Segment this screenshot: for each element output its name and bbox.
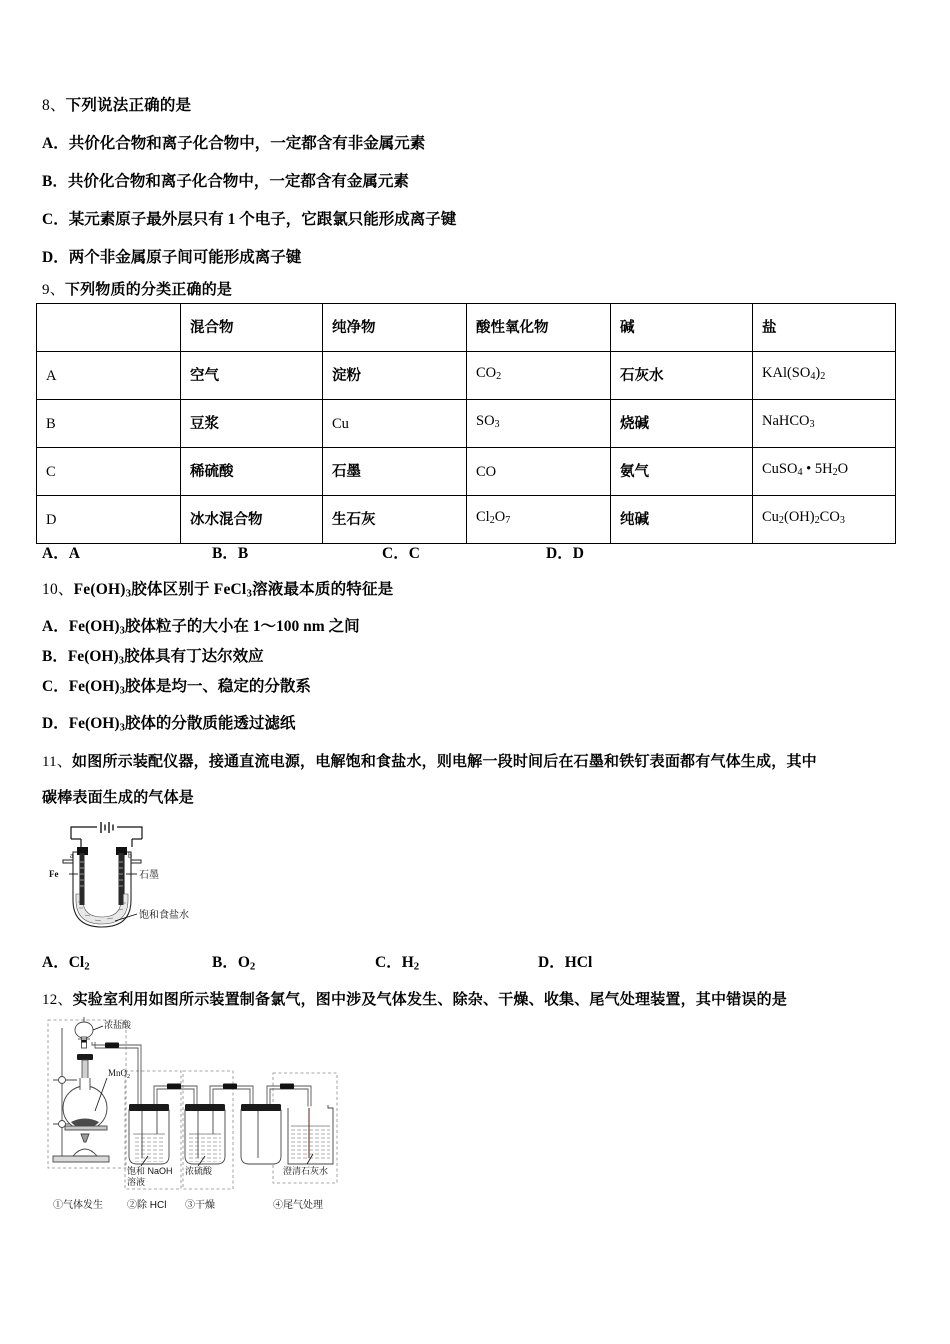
chlorine-apparatus-figure	[45, 1016, 365, 1246]
q8-option-c-label: C．	[42, 211, 69, 228]
cell-b-mixture: 豆浆	[181, 400, 323, 448]
q10-option-b-text: $Fe(OH)_3$胶体具有丁达尔效应	[67, 648, 264, 667]
cell-b-base: 烧碱	[611, 400, 753, 448]
table-row	[37, 400, 896, 448]
cell-b-salt: NaHCO$_3$	[753, 400, 896, 448]
dropping-funnel	[75, 1017, 93, 1048]
label-brine-solution: 饱和食盐水	[139, 910, 189, 921]
label-naoh-line2: 溶液	[127, 1177, 146, 1187]
q8-option-b-text: 共价化合物和离子化合物中，一定都含有金属元素	[67, 173, 409, 190]
caption-remove-hcl: ②除 HCl	[127, 1200, 167, 1211]
cell-b-acidic-oxide: $SO_3$	[467, 400, 611, 448]
q11-option-d-text: HCl	[564, 954, 593, 971]
caption-drying: ③干燥	[185, 1200, 215, 1211]
table-header-row	[37, 304, 896, 352]
caption-gas-generation: ①气体发生	[53, 1200, 103, 1211]
table-header-salt: 盐	[753, 304, 896, 352]
q11-option-a-label: A．	[42, 954, 69, 971]
q10-option-d-text: $Fe(OH)_3$胶体的分散质能透过滤纸	[68, 715, 296, 734]
question-9-number: 9、	[42, 282, 65, 298]
cell-d-mixture: 冰水混合物	[181, 496, 323, 544]
u-tube-svg	[45, 822, 275, 942]
bottle-1-liquid	[133, 1134, 165, 1162]
q10-option-a-text: $Fe(OH)_3$胶体粒子的大小在 1～100 nm 之间	[68, 618, 360, 637]
question-9-stem	[42, 280, 232, 300]
q9-option-b-label: B．	[212, 545, 238, 562]
q8-option-c-text: 某元素原子最外层只有 1 个电子，它跟氯只能形成离子键	[68, 211, 457, 228]
q8-option-a-text: 共价化合物和离子化合物中，一定都含有非金属元素	[68, 135, 426, 152]
question-12-number: 12、	[42, 992, 73, 1008]
question-10-number: 10、	[42, 581, 74, 598]
circuit-wires	[71, 827, 142, 847]
apparatus-svg	[45, 1016, 365, 1246]
cell-b-pure: Cu	[323, 400, 467, 448]
collection-bottle	[241, 1104, 281, 1164]
cell-a-mixture: 空气	[181, 352, 323, 400]
q11-option-a[interactable]	[42, 953, 90, 976]
rubber-connector-1	[105, 1043, 119, 1049]
table-header-blank	[37, 304, 181, 352]
cell-c-acidic-oxide: CO	[467, 448, 611, 496]
q10-option-d[interactable]	[42, 714, 295, 737]
electrolysis-u-tube-figure	[45, 822, 275, 942]
q11-option-b-label: B．	[212, 954, 238, 971]
q9-option-a[interactable]	[42, 544, 80, 564]
bottle-2-liquid	[189, 1134, 221, 1162]
rubber-connector-2	[167, 1084, 181, 1090]
q10-option-b[interactable]	[42, 647, 264, 670]
classification-table	[36, 303, 896, 544]
q10-option-b-label: B．	[42, 648, 68, 665]
q8-option-d-text: 两个非金属原子间可能形成离子键	[68, 249, 302, 266]
q11-option-c-label: C．	[375, 954, 402, 971]
limewater-beaker	[288, 1105, 333, 1164]
wire-gauze-and-burner	[65, 1126, 107, 1156]
question-11-stem-line1	[42, 752, 817, 772]
q10-option-a-label: A．	[42, 618, 69, 635]
question-8-number: 8、	[42, 97, 66, 114]
cell-a-acidic-oxide: $CO_2$	[467, 352, 611, 400]
gas-washing-bottle-1	[129, 1104, 169, 1164]
bottle-2-stopper	[185, 1104, 225, 1111]
label-naoh-line1: 饱和 NaOH	[127, 1166, 173, 1176]
cell-c-salt: CuSO$_4$ • $5H_2O$	[753, 448, 896, 496]
question-10-stem	[42, 580, 393, 603]
q9-option-b[interactable]	[212, 544, 248, 564]
label-graphite-electrode: 石墨	[139, 870, 159, 881]
label-limewater: 澄清石灰水	[283, 1166, 329, 1176]
label-electrode-b: b	[128, 851, 132, 860]
rubber-connector-3	[223, 1084, 237, 1090]
caption-tail-gas: ④尾气处理	[273, 1200, 323, 1211]
q8-option-a-label: A．	[42, 135, 69, 152]
q10-option-d-label: D．	[42, 715, 69, 732]
question-12-stem-text: 实验室利用如图所示装置制备氯气，图中涉及气体发生、除杂、干燥、收集、尾气处理装置，其中错误的是	[72, 992, 788, 1008]
question-12-stem	[42, 990, 787, 1010]
q10-option-c-text: $Fe(OH)_3$胶体是均一、稳定的分散系	[68, 678, 311, 697]
flask-stopper	[77, 1054, 93, 1060]
cell-d-base: 纯碱	[611, 496, 753, 544]
table-row	[37, 448, 896, 496]
q9-option-d-label: D．	[546, 545, 573, 562]
cell-d-acidic-oxide: $Cl_2O_7$	[467, 496, 611, 544]
cell-a-salt: $KAl(SO_4)_2$	[753, 352, 896, 400]
question-8-stem	[42, 96, 191, 116]
label-fe-electrode: Fe	[49, 869, 59, 879]
gas-washing-bottle-2	[185, 1104, 225, 1164]
q11-option-b-text: $O_2$	[237, 954, 256, 973]
row-key-d: D	[37, 496, 181, 544]
q9-option-b-text: B	[237, 545, 249, 562]
q9-option-d[interactable]	[546, 544, 584, 564]
cell-d-salt: $Cu_2(OH)_2CO_3$	[753, 496, 896, 544]
q11-option-d[interactable]	[538, 953, 592, 973]
funnel-stopcock	[82, 1040, 87, 1043]
q10-option-c[interactable]	[42, 677, 311, 700]
cell-c-pure: 石墨	[323, 448, 467, 496]
battery-icon	[101, 822, 113, 833]
q9-option-d-text: D	[572, 545, 584, 562]
q8-option-d-label: D．	[42, 249, 69, 266]
cell-d-pure: 生石灰	[323, 496, 467, 544]
question-9-stem-text: 下列物质的分类正确的是	[64, 282, 233, 298]
beaker-liquid	[291, 1126, 330, 1161]
label-electrode-a: a	[70, 851, 74, 860]
q9-option-a-label: A．	[42, 545, 69, 562]
q8-option-d[interactable]	[42, 248, 301, 268]
table-header-acidic-oxide: 酸性氧化物	[467, 304, 611, 352]
table-row	[37, 352, 896, 400]
table-row	[37, 496, 896, 544]
question-11-stem-text-2: 碳棒表面生成的气体是	[42, 790, 195, 806]
rubber-connector-4	[280, 1084, 294, 1090]
q11-option-c[interactable]	[375, 953, 419, 976]
q9-option-c-label: C．	[382, 545, 409, 562]
q8-option-a[interactable]	[42, 134, 425, 154]
question-8-stem-text: 下列说法正确的是	[65, 97, 192, 114]
cell-c-mixture: 稀硫酸	[181, 448, 323, 496]
row-key-a: A	[37, 352, 181, 400]
q9-option-c[interactable]	[382, 544, 420, 564]
row-key-c: C	[37, 448, 181, 496]
q11-option-c-text: $H_2$	[401, 954, 420, 973]
row-key-b: B	[37, 400, 181, 448]
q8-option-b[interactable]	[42, 172, 409, 192]
label-mno2: MnO$_2$	[108, 1068, 131, 1080]
q9-option-a-text: A	[68, 545, 80, 562]
question-11-stem-text-1: 如图所示装配仪器，接通直流电源，电解饱和食盐水，则电解一段时间后在石墨和铁钉表面都有气体生成，其中	[72, 754, 817, 770]
cell-c-base: 氨气	[611, 448, 753, 496]
q8-option-c[interactable]	[42, 210, 456, 230]
q11-option-a-text: $Cl_2$	[68, 954, 90, 973]
question-11-number: 11、	[42, 754, 73, 770]
label-concentrated-hcl: 浓盐酸	[104, 1020, 132, 1030]
label-sulfuric-acid: 浓硫酸	[185, 1166, 213, 1176]
table-header-mixture: 混合物	[181, 304, 323, 352]
question-11-stem-line2	[42, 788, 194, 808]
question-10-stem-text: $Fe(OH)_3$胶体区别于 FeCl$_3$溶液最本质的特征是	[73, 581, 394, 600]
q11-option-b[interactable]	[212, 953, 255, 976]
cell-a-pure: 淀粉	[323, 352, 467, 400]
table-header-base: 碱	[611, 304, 753, 352]
electrodes	[77, 847, 127, 905]
q9-option-c-text: C	[408, 545, 420, 562]
cell-a-base: 石灰水	[611, 352, 753, 400]
bottle-1-stopper	[129, 1104, 169, 1111]
bottle-3-stopper	[241, 1104, 281, 1111]
q8-option-b-label: B．	[42, 173, 68, 190]
table-header-pure: 纯净物	[323, 304, 467, 352]
q11-option-d-label: D．	[538, 954, 565, 971]
q10-option-a[interactable]	[42, 617, 360, 640]
q10-option-c-label: C．	[42, 678, 69, 695]
